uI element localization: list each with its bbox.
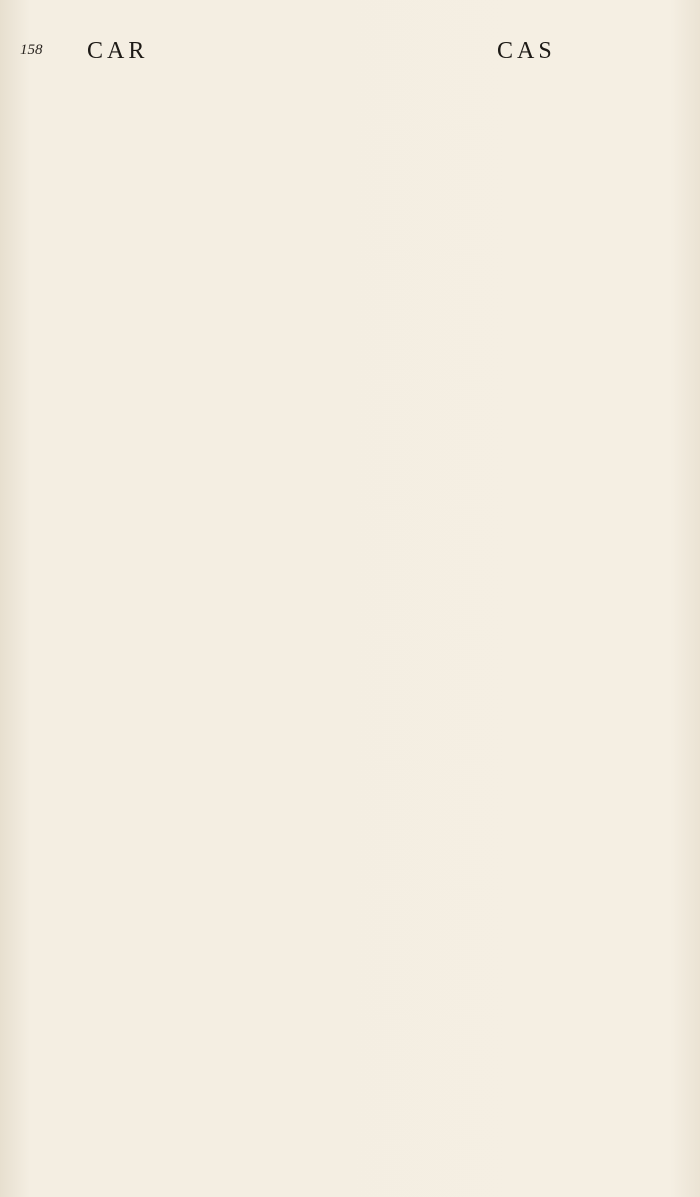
page-header (0, 38, 700, 66)
left-running-head: CAR (87, 38, 149, 64)
page-number: 158 (20, 42, 43, 58)
right-running-head: CAS (497, 38, 556, 64)
